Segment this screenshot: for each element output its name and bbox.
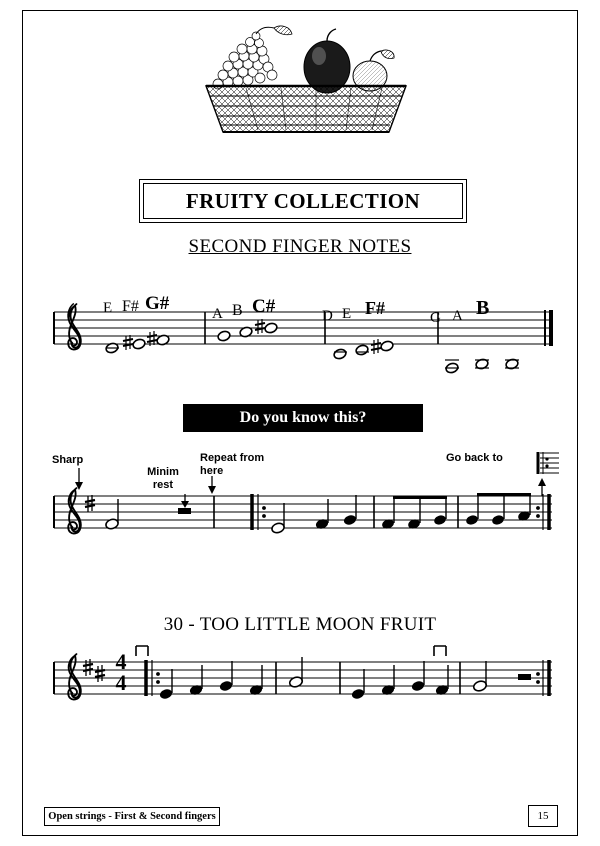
annotation-minim-rest-line2: rest xyxy=(152,478,174,491)
grapes xyxy=(213,26,292,89)
banner-text: Do you know this? xyxy=(239,409,367,426)
annotation-repeat-line1: Repeat from xyxy=(200,452,265,464)
note-name-label: C# xyxy=(252,296,276,317)
footer-label-text: Open strings - First & Second fingers xyxy=(48,811,216,822)
repeat-sign-mini-icon xyxy=(536,450,560,474)
time-signature-bottom: 4 xyxy=(115,669,127,695)
do-you-know-this-banner xyxy=(183,404,423,432)
note-name-labels xyxy=(40,276,560,386)
arrow-down-icon-repeat xyxy=(206,476,218,496)
minim-rest xyxy=(518,674,531,680)
page-number-box xyxy=(528,805,558,827)
time-signature-top: 4 xyxy=(115,649,127,674)
page-number-text: 15 xyxy=(537,810,549,822)
annotation-repeat-line2: here xyxy=(200,464,224,477)
arrow-up-icon-go-back xyxy=(536,476,548,496)
down-bow-mark xyxy=(136,646,148,656)
dark-fruit xyxy=(304,29,350,93)
note-name-label: G xyxy=(430,310,441,326)
song-final-notes xyxy=(472,661,531,692)
annotation-sharp xyxy=(52,454,83,466)
song-stave xyxy=(40,636,560,736)
note-name-label: A xyxy=(212,306,223,322)
note-name-label: E xyxy=(103,300,113,316)
song-title-text: 30 - TOO LITTLE MOON FRUIT xyxy=(163,614,437,635)
note-name-label: B xyxy=(232,302,243,319)
fruit-basket-illustration xyxy=(186,20,426,140)
annotation-repeat-from-here xyxy=(200,452,310,477)
note-name-label: F# xyxy=(365,298,385,318)
subtitle-text: SECOND FINGER NOTES xyxy=(188,236,412,257)
annotation-go-back-text: Go back to xyxy=(446,452,503,464)
annotation-sharp-text: Sharp xyxy=(52,454,84,466)
notes-stave-scale xyxy=(40,276,560,386)
arrow-down-icon-sharp xyxy=(73,468,85,492)
annotation-go-back-to xyxy=(446,452,503,464)
note-name-label: G# xyxy=(145,293,170,314)
arrow-down-icon-rest xyxy=(179,494,191,510)
time-signature xyxy=(108,649,134,695)
footer-label-box xyxy=(44,807,220,826)
treble-clef-icon xyxy=(68,654,81,700)
exercise-stave xyxy=(40,452,560,562)
note-name-label: E xyxy=(342,306,352,322)
song-title xyxy=(0,614,600,636)
note-name-label: F# xyxy=(122,298,139,315)
note-name-label: D xyxy=(322,308,333,324)
basket xyxy=(206,86,406,132)
note-name-label: A xyxy=(452,308,463,324)
annotation-minim-rest xyxy=(132,466,194,491)
title-box xyxy=(139,179,467,223)
down-bow-mark xyxy=(434,646,446,656)
note-name-label: B xyxy=(476,297,490,319)
annotation-minim-rest-line1: Minim xyxy=(147,466,179,478)
fruit-basket-icon xyxy=(186,20,426,140)
page-title: FRUITY COLLECTION xyxy=(185,188,421,213)
subtitle xyxy=(0,236,600,258)
